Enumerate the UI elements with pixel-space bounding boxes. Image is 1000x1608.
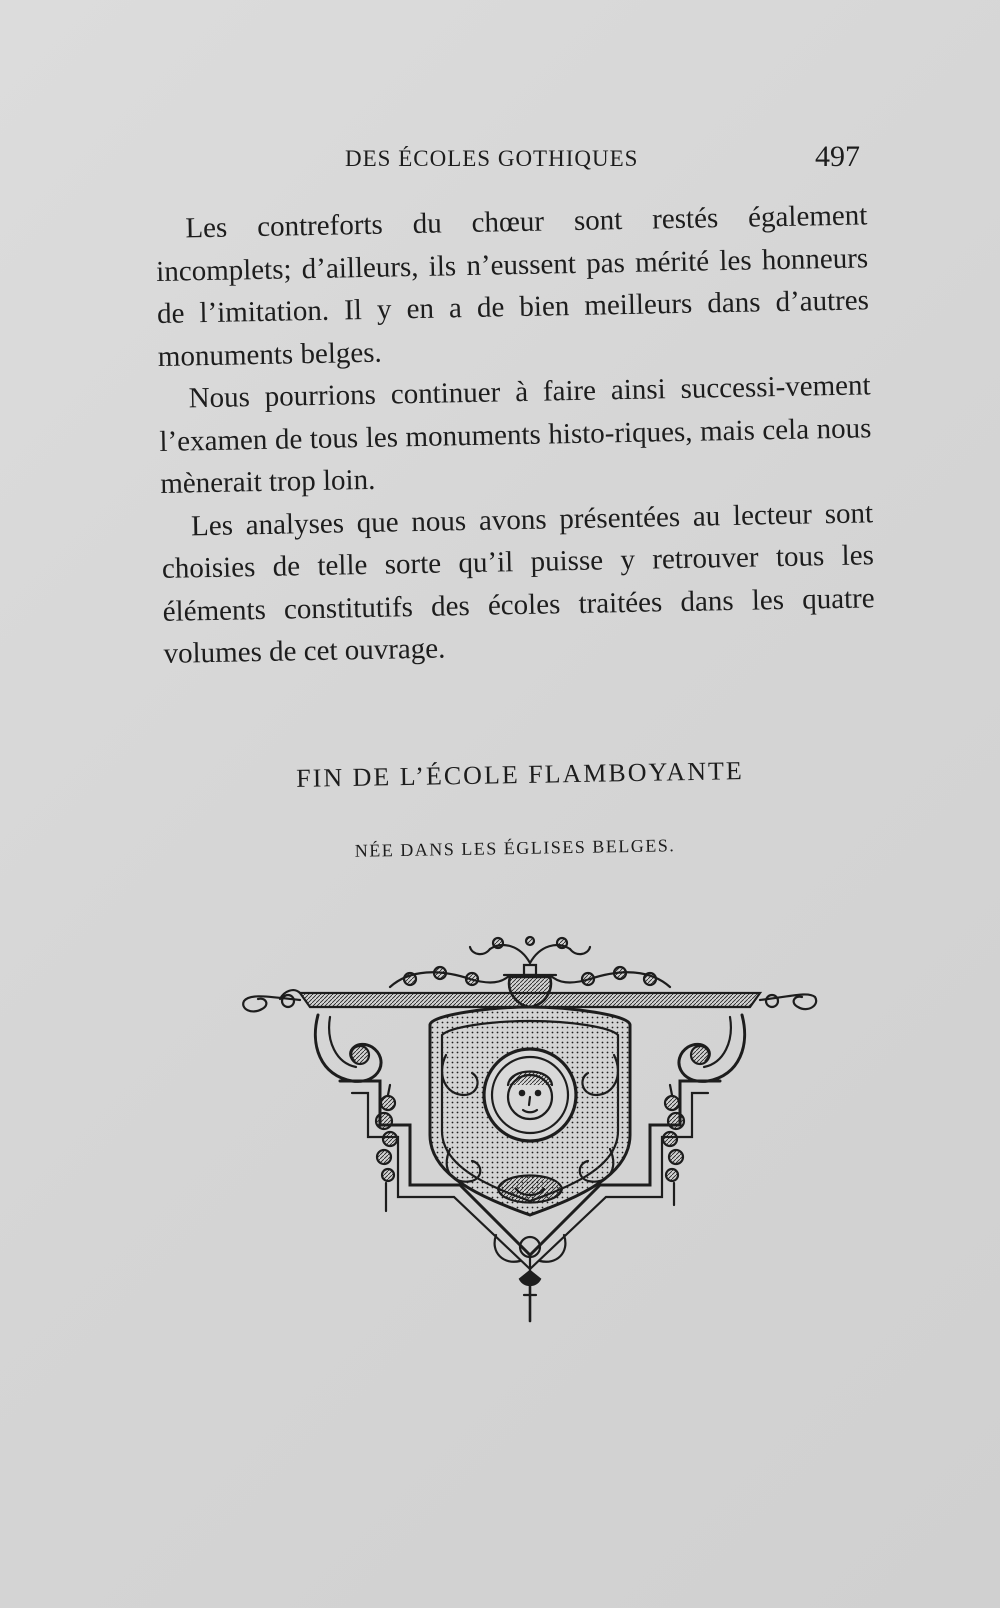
paragraph-2: Nous pourrions continuer à faire ainsi successi-vement l’examen de tous les monuments histo-riques, mais cela nous mènerait trop loin. xyxy=(159,369,872,500)
running-header xyxy=(150,140,860,180)
closing-subheading: NÉE DANS LES ÉGLISES BELGES. xyxy=(354,835,676,861)
engraved-cartouche-tailpiece-icon xyxy=(240,935,820,1345)
body-text xyxy=(155,194,876,675)
page-number: 497 xyxy=(815,140,860,173)
paragraph-3: Les analyses que nous avons présentées au lecteur sont choisies de telle sorte qu’il puisse y retrouver tous les éléments constitutifs des écoles traitées dans les quatre volumes de cet ouvrage. xyxy=(161,496,875,670)
closing-heading: FIN DE L’ÉCOLE FLAMBOYANTE xyxy=(295,756,744,793)
paragraph-1: Les contreforts du chœur sont restés également incomplets; d’ailleurs, ils n’eussent pas mérité les honneurs de l’imitation. Il y en a de bien meilleurs dans d’autres monuments belges. xyxy=(155,199,870,373)
running-title: DES ÉCOLES GOTHIQUES xyxy=(345,146,639,171)
